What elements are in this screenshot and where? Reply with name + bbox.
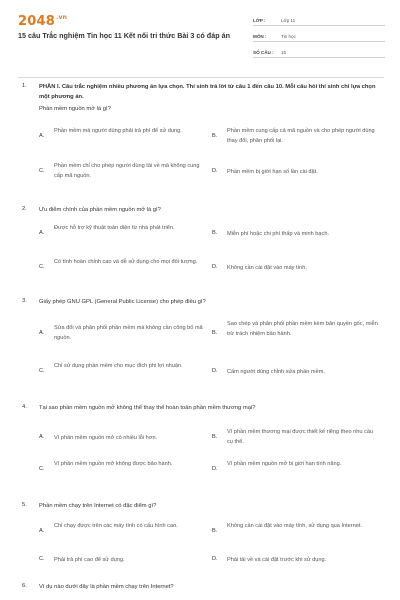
option-text: Phần mềm cung cấp cả mã nguồn và cho phép người dùng thay đổi, phân phối lại. <box>227 128 375 144</box>
option-letter: B. <box>212 330 218 336</box>
question-prompt: Ưu điểm chính của phần mềm nguồn mở là gì? <box>39 207 161 213</box>
option-letter: A. <box>39 330 45 336</box>
option-letter: A. <box>39 230 45 236</box>
section-instruction: PHẦN I. Câu trắc nghiệm nhiều phương án lựa chọn. Thí sinh trả lời từ câu 1 đến câu 10. Mỗi câu hỏi thí sinh chỉ lựa chọn một phương án. <box>39 84 376 100</box>
option-letter: B. <box>212 133 218 139</box>
page-header <box>0 0 400 72</box>
document-title: 15 câu Trắc nghiệm Tin học 11 Kết nối tri thức Bài 3 có đáp án <box>18 31 230 40</box>
meta-panel <box>253 14 385 62</box>
option-text: Miễn phí hoặc chi phí thấp và minh bạch. <box>227 231 329 237</box>
question-number: 3. <box>22 298 27 304</box>
site-logo[interactable] <box>18 14 67 29</box>
option-text: Sao chép và phân phối phần mềm kèm bản quyền gốc, miễn trừ trách nhiệm bảo hành. <box>227 321 378 337</box>
option-letter: C. <box>39 368 45 374</box>
meta-subject-label: MÔN : <box>253 34 267 39</box>
meta-class-value: Lớp 11 <box>281 18 296 23</box>
question-number: 5. <box>22 502 27 508</box>
option-letter: D. <box>212 556 218 562</box>
option-text: Được hỗ trợ kỹ thuật toàn diện từ nhà phát triển. <box>54 225 175 231</box>
option-letter: C. <box>39 466 45 472</box>
option-letter: D. <box>212 264 218 270</box>
meta-subject-row <box>253 30 385 42</box>
option-letter: B. <box>212 434 218 440</box>
option-letter: C. <box>39 264 45 270</box>
option-letter: B. <box>212 230 218 236</box>
option-text: Vì phần mềm nguồn mở có nhiều lỗi hơn. <box>54 435 158 441</box>
option-text: Chỉ sử dụng phần mềm cho mục đích phi lợi nhuận. <box>54 363 183 369</box>
question-prompt: Tại sao phần mềm nguồn mở không thể thay thế hoàn toàn phần mềm thương mại? <box>39 405 256 411</box>
question-text <box>39 83 385 102</box>
option-text: Vì phần mềm nguồn mở không được bảo hành. <box>54 461 173 467</box>
meta-count-row <box>253 46 385 58</box>
option-text: Không cần cài đặt vào máy tính, sử dụng qua Internet. <box>227 523 362 529</box>
question-prompt: Ví dụ nào dưới đây là phần mềm chạy trên Internet? <box>39 584 174 590</box>
meta-class-label: LỚP : <box>253 18 266 23</box>
option-text: Phải trả phí cao để sử dụng. <box>54 557 125 563</box>
option-letter: C. <box>39 556 45 562</box>
option-letter: D. <box>212 466 218 472</box>
option-letter: A. <box>39 528 45 534</box>
option-letter: A. <box>39 133 45 139</box>
header-divider <box>18 77 384 78</box>
option-text: Phần mềm mà người dùng phải trả phí để sử dụng. <box>54 128 182 134</box>
question-number: 2. <box>22 206 27 212</box>
meta-count-value: 15 <box>281 50 287 55</box>
option-text: Không cần cài đặt vào máy tính. <box>227 265 307 271</box>
option-text: Vì phần mềm thương mại được thiết kế riêng theo nhu cầu cụ thể. <box>227 429 374 445</box>
question-prompt: Phần mềm chạy trên Internet có đặc điểm gì? <box>39 503 157 509</box>
meta-count-label: SỐ CÂU : <box>253 50 274 55</box>
option-letter: D. <box>212 168 218 174</box>
question-prompt: Phần mềm nguồn mở là gì? <box>39 106 111 112</box>
option-letter: A. <box>39 434 45 440</box>
meta-subject-value: Tin học <box>281 34 296 39</box>
option-text: Có tính hoàn chỉnh cao và dễ sử dụng cho mọi đối tượng. <box>54 259 198 265</box>
question-number: 4. <box>22 404 27 410</box>
option-text: Phần mềm bị giới hạn số lần cài đặt. <box>227 169 318 175</box>
option-text: Sửa đổi và phân phối phần mềm mà không cần công bố mã nguồn. <box>54 325 203 341</box>
option-letter: D. <box>212 368 218 374</box>
option-letter: C. <box>39 168 45 174</box>
question-number: 1. <box>22 83 27 89</box>
option-letter: B. <box>212 528 218 534</box>
logo-main: 2048 <box>18 14 55 29</box>
logo-suffix: .vn <box>55 14 68 21</box>
option-text: Vì phần mềm nguồn mở bị giới hạn tính năng. <box>227 461 342 467</box>
option-text: Cấm người dùng chỉnh sửa phần mềm. <box>227 369 325 375</box>
meta-class-row <box>253 14 385 26</box>
question-prompt: Giấy phép GNU GPL (General Public License) cho phép điều gì? <box>39 299 206 305</box>
question-number: 6. <box>22 583 27 589</box>
option-text: Phải tải về và cài đặt trước khi sử dụng. <box>227 557 327 563</box>
option-text: Chỉ chạy được trên các máy tính có cấu hình cao. <box>54 523 178 529</box>
option-text: Phần mềm chỉ cho phép người dùng tải về mà không cung cấp mã nguồn. <box>54 163 200 179</box>
